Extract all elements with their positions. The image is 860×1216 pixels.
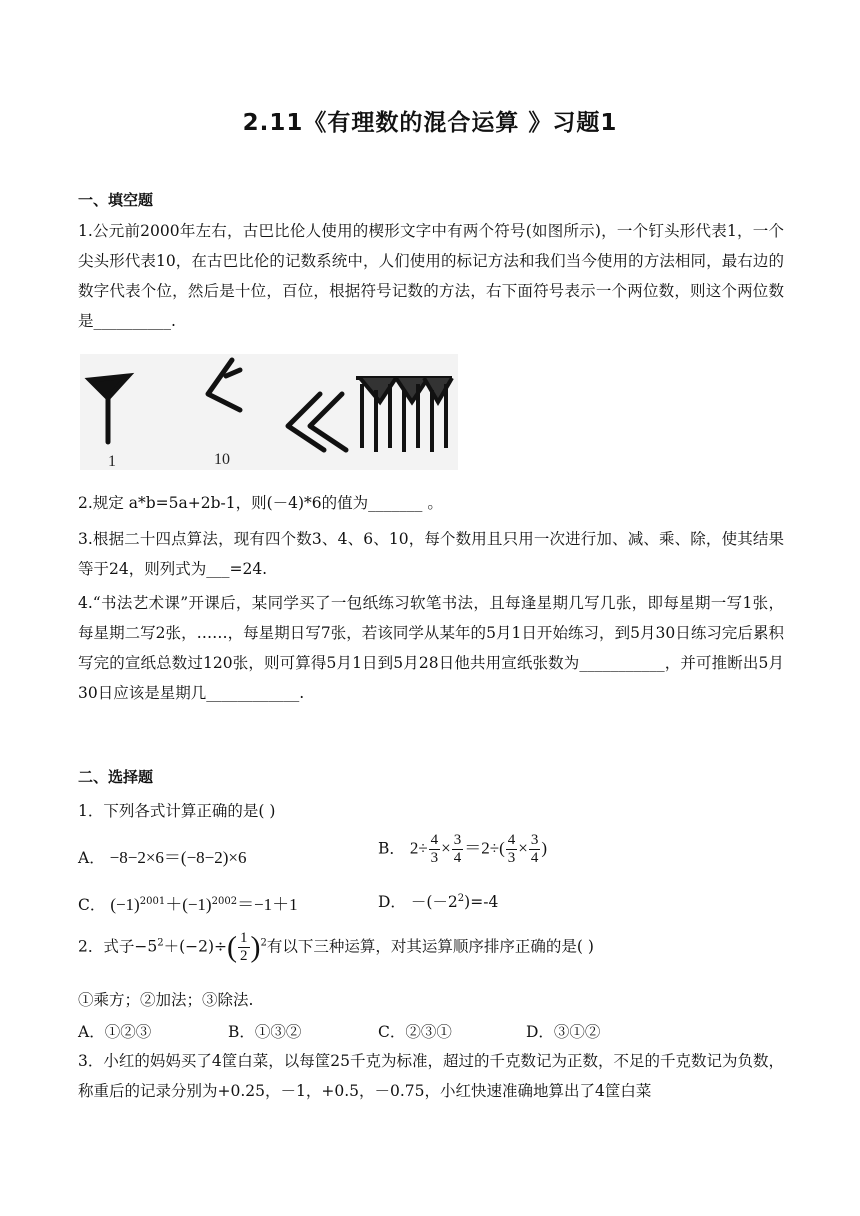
mc-question-2-stem bbox=[78, 930, 594, 965]
section-heading-multiple-choice: 二、选择题 bbox=[78, 768, 154, 786]
expr-part: ) bbox=[541, 838, 548, 858]
option-label: A． bbox=[78, 849, 105, 867]
expr-part: )=-4 bbox=[464, 893, 499, 911]
exponent: 2 bbox=[157, 937, 164, 949]
expr-part: (−1) bbox=[182, 895, 212, 914]
exponent: 2001 bbox=[139, 895, 166, 907]
expr-part: ＝−1＋1 bbox=[237, 895, 298, 914]
exponent: 2 bbox=[260, 937, 267, 949]
question-3: 3.根据二十四点算法，现有四个数3、4、6、10，每个数用且只用一次进行加、减、乘、除，使其结果等于24，则列式为___=24. bbox=[78, 530, 784, 578]
expr-part: －(－2 bbox=[410, 893, 458, 911]
expr-part: ＋(−2)÷ bbox=[163, 937, 228, 956]
mc1-option-d bbox=[378, 890, 498, 912]
mc-question-1-stem: 1．下列各式计算正确的是( ) bbox=[78, 802, 276, 820]
exponent: 2 bbox=[457, 892, 465, 904]
fraction: $\frac{3}{4}$ bbox=[453, 832, 462, 866]
expr-part: 2．式子−5 bbox=[78, 937, 158, 956]
option-expression: −8−2×6＝(−8−2)×6 bbox=[109, 848, 247, 867]
paren-right: ) bbox=[250, 930, 261, 964]
expr-part: 有以下三种运算，对其运算顺序排序正确的是( ) bbox=[266, 937, 594, 956]
mc-question-3: 3．小红的妈妈买了4筐白菜，以每筐25千克为标准，超过的千克数记为正数，不足的千克数记为负数，称重后的记录分别为+0.25，－1，+0.5，－0.75，小红快速准确地算出了4筐白菜 bbox=[78, 1052, 784, 1100]
option-label: B． bbox=[378, 839, 405, 858]
figure-label-one: 1 bbox=[108, 453, 116, 470]
question-1: 1.公元前2000年左右，古巴比伦人使用的楔形文字中有两个符号(如图所示)，一个钉头形代表1，一个尖头形代表10，在古巴比伦的记数系统中，人们使用的标记方法和我们当今使用的方法相同，最右边的数字代表个位，然后是十位，百位，根据符号记数的方法，右下面符号表示一个两位数，则这个两位数是__________. bbox=[78, 222, 784, 330]
mc2-option-c: C．②③① bbox=[378, 1023, 452, 1041]
option-label: D． bbox=[378, 893, 406, 911]
expr-part: (−1) bbox=[110, 895, 140, 914]
expr-part: ＋ bbox=[165, 895, 183, 914]
page-title: 2.11《有理数的混合运算 》习题1 bbox=[242, 110, 618, 136]
question-2: 2.规定 a*b=5a+2b-1，则(－4)*6的值为_______ 。 bbox=[78, 494, 443, 512]
expr-part: × bbox=[518, 838, 528, 858]
mc2-option-b: B．①③② bbox=[228, 1023, 302, 1041]
option-label: C． bbox=[78, 896, 106, 914]
figure-label-ten: 10 bbox=[214, 451, 230, 468]
section-heading-fill-blank: 一、填空题 bbox=[78, 191, 154, 209]
expr-part: ＝2÷( bbox=[464, 838, 505, 858]
fraction: $\frac{3}{4}$ bbox=[530, 832, 539, 866]
mc1-option-b bbox=[378, 832, 547, 867]
mc2-option-a: A．①②③ bbox=[78, 1023, 152, 1041]
fraction: $\frac{4}{3}$ bbox=[430, 832, 439, 866]
mc1-option-a bbox=[78, 843, 247, 868]
fraction: $\frac{1}{2}$ bbox=[240, 930, 248, 964]
fraction: $\frac{4}{3}$ bbox=[507, 832, 516, 866]
mc1-option-c bbox=[78, 890, 298, 915]
mc2-operations: ①乘方；②加法；③除法. bbox=[78, 991, 254, 1009]
mc2-option-d: D．③①② bbox=[526, 1023, 601, 1041]
cuneiform-figure bbox=[80, 354, 458, 470]
question-4: 4.“书法艺术课”开课后，某同学买了一包纸练习软笔书法，且每逢星期几写几张，即每星期一写1张，每星期二写2张，……，每星期日写7张，若该同学从某年的5月1日开始练习，到5月30日练习完后累积写完的宣纸总数过120张，则可算得5月1日到5月28日他共用宣纸张数为___________，并可推断出5月30日应该是星期几____________. bbox=[78, 594, 784, 702]
exponent: 2002 bbox=[211, 895, 238, 907]
expr-part: 2÷ bbox=[409, 838, 428, 858]
paren-left: ( bbox=[227, 930, 238, 964]
expr-part: × bbox=[441, 838, 451, 858]
